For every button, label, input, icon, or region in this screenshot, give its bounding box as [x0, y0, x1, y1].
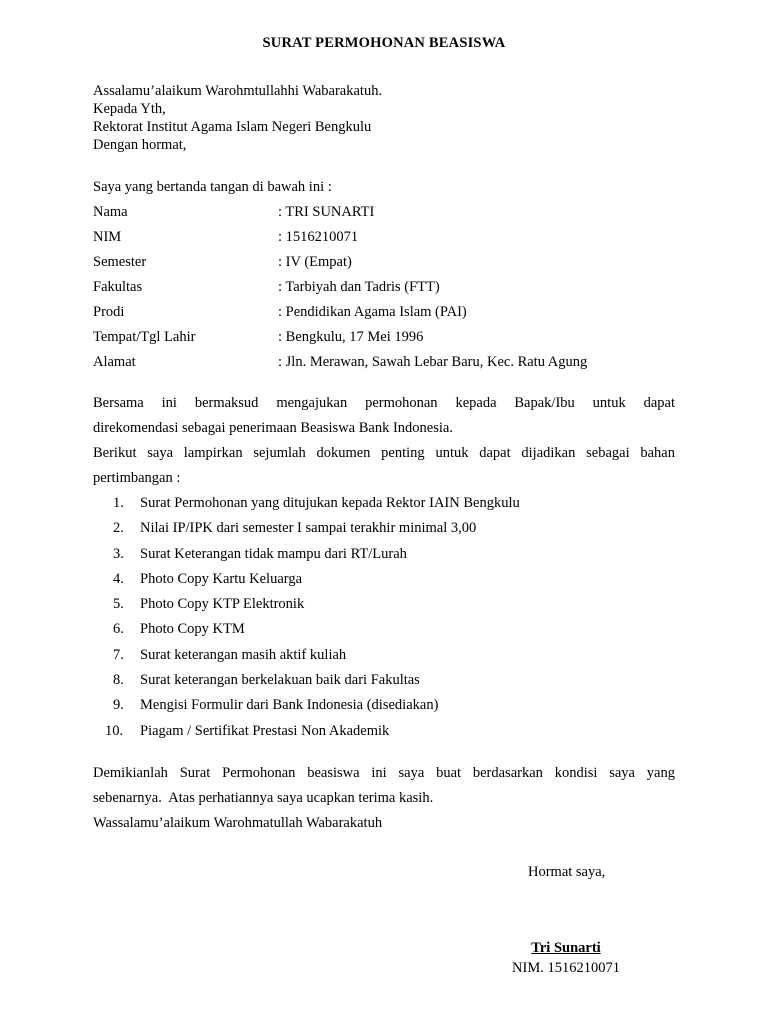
kepada-line: Kepada Yth,	[93, 101, 166, 117]
list-text: Mengisi Formulir dari Bank Indonesia (disediakan)	[140, 697, 439, 714]
field-label: NIM	[93, 229, 122, 245]
list-item	[113, 542, 673, 567]
list-item	[105, 719, 673, 744]
closing-salutation: Hormat saya,	[528, 864, 606, 880]
list-item	[113, 516, 673, 541]
letter-title: SURAT PERMOHONAN BEASISWA	[262, 35, 506, 51]
field-row-ttl	[93, 325, 675, 350]
list-item	[113, 592, 673, 617]
field-value: : Pendidikan Agama Islam (PAI)	[278, 304, 467, 320]
paragraph3-line1: Demikianlah Surat Permohonan beasiswa ini saya buat berdasarkan kondisi saya yang	[93, 765, 675, 781]
list-item	[113, 693, 673, 718]
list-number: 6.	[113, 621, 124, 638]
field-row-nim	[93, 225, 675, 250]
list-number: 4.	[113, 570, 124, 587]
list-text: Surat Permohonan yang ditujukan kepada Rektor IAIN Bengkulu	[140, 495, 520, 511]
field-value: : 1516210071	[278, 229, 359, 245]
list-number: 10.	[105, 722, 124, 739]
paragraph2-line2: pertimbangan :	[93, 470, 181, 486]
list-number: 8.	[113, 672, 124, 689]
recipient-line: Rektorat Institut Agama Islam Negeri Bengkulu	[93, 119, 372, 135]
field-value: : IV (Empat)	[278, 254, 352, 270]
field-row-fakultas	[93, 275, 675, 300]
paragraph3-line3: Wassalamu’alaikum Warohmatullah Wabarakatuh	[93, 815, 383, 831]
hormat-line: Dengan hormat,	[93, 137, 187, 153]
list-number: 1.	[113, 495, 124, 511]
list-number: 7.	[113, 646, 124, 663]
body-paragraphs	[93, 391, 675, 491]
signer-nim: NIM. 1516210071	[512, 960, 620, 976]
field-value: : TRI SUNARTI	[278, 204, 375, 220]
attachment-list	[105, 491, 673, 744]
field-label: Tempat/Tgl Lahir	[93, 329, 196, 345]
list-item	[113, 643, 673, 668]
list-item	[113, 617, 673, 642]
field-row-nama	[93, 200, 675, 225]
salam-line: Assalamu’alaikum Warohmtullahhi Wabarakatuh.	[93, 83, 383, 99]
greeting-block	[93, 82, 675, 154]
paragraph2-line1: Berikut saya lampirkan sejumlah dokumen penting untuk dapat dijadikan sebagai bahan	[93, 445, 675, 461]
field-value: : Tarbiyah dan Tadris (FTT)	[278, 279, 440, 295]
list-text: Nilai IP/IPK dari semester I sampai terakhir minimal 3,00	[140, 520, 477, 537]
field-label: Nama	[93, 204, 128, 220]
list-number: 2.	[113, 520, 124, 537]
list-text: Photo Copy KTM	[140, 621, 245, 638]
list-number: 3.	[113, 545, 124, 562]
paragraph3-line2: sebenarnya. Atas perhatiannya saya ucapkan terima kasih.	[93, 790, 434, 806]
list-text: Piagam / Sertifikat Prestasi Non Akademik	[140, 722, 390, 739]
list-item	[113, 668, 673, 693]
field-label: Fakultas	[93, 279, 143, 295]
closing-paragraph	[93, 761, 675, 836]
field-row-semester	[93, 250, 675, 275]
list-number: 5.	[113, 596, 124, 613]
list-text: Photo Copy KTP Elektronik	[140, 596, 305, 613]
list-text: Surat keterangan berkelakuan baik dari Fakultas	[140, 672, 420, 689]
field-label: Prodi	[93, 304, 125, 320]
list-text: Surat Keterangan tidak mampu dari RT/Lurah	[140, 545, 407, 562]
paragraph1-line2: direkomendasi sebagai penerimaan Beasiswa Bank Indonesia.	[93, 420, 453, 436]
applicant-fields	[93, 200, 675, 375]
intro-line: Saya yang bertanda tangan di bawah ini :	[93, 179, 332, 195]
field-value: : Bengkulu, 17 Mei 1996	[278, 329, 424, 345]
list-text: Photo Copy Kartu Keluarga	[140, 570, 303, 587]
field-value: : Jln. Merawan, Sawah Lebar Baru, Kec. Ratu Agung	[278, 354, 588, 370]
field-row-alamat	[93, 350, 675, 375]
list-text: Surat keterangan masih aktif kuliah	[140, 646, 347, 663]
field-label: Alamat	[93, 354, 136, 370]
field-label: Semester	[93, 254, 147, 270]
list-item	[113, 491, 673, 516]
field-row-prodi	[93, 300, 675, 325]
list-item	[113, 567, 673, 592]
list-number: 9.	[113, 697, 124, 714]
signer-name: Tri Sunarti	[531, 940, 601, 956]
paragraph1-line1: Bersama ini bermaksud mengajukan permohonan kepada Bapak/Ibu untuk dapat	[93, 395, 675, 411]
